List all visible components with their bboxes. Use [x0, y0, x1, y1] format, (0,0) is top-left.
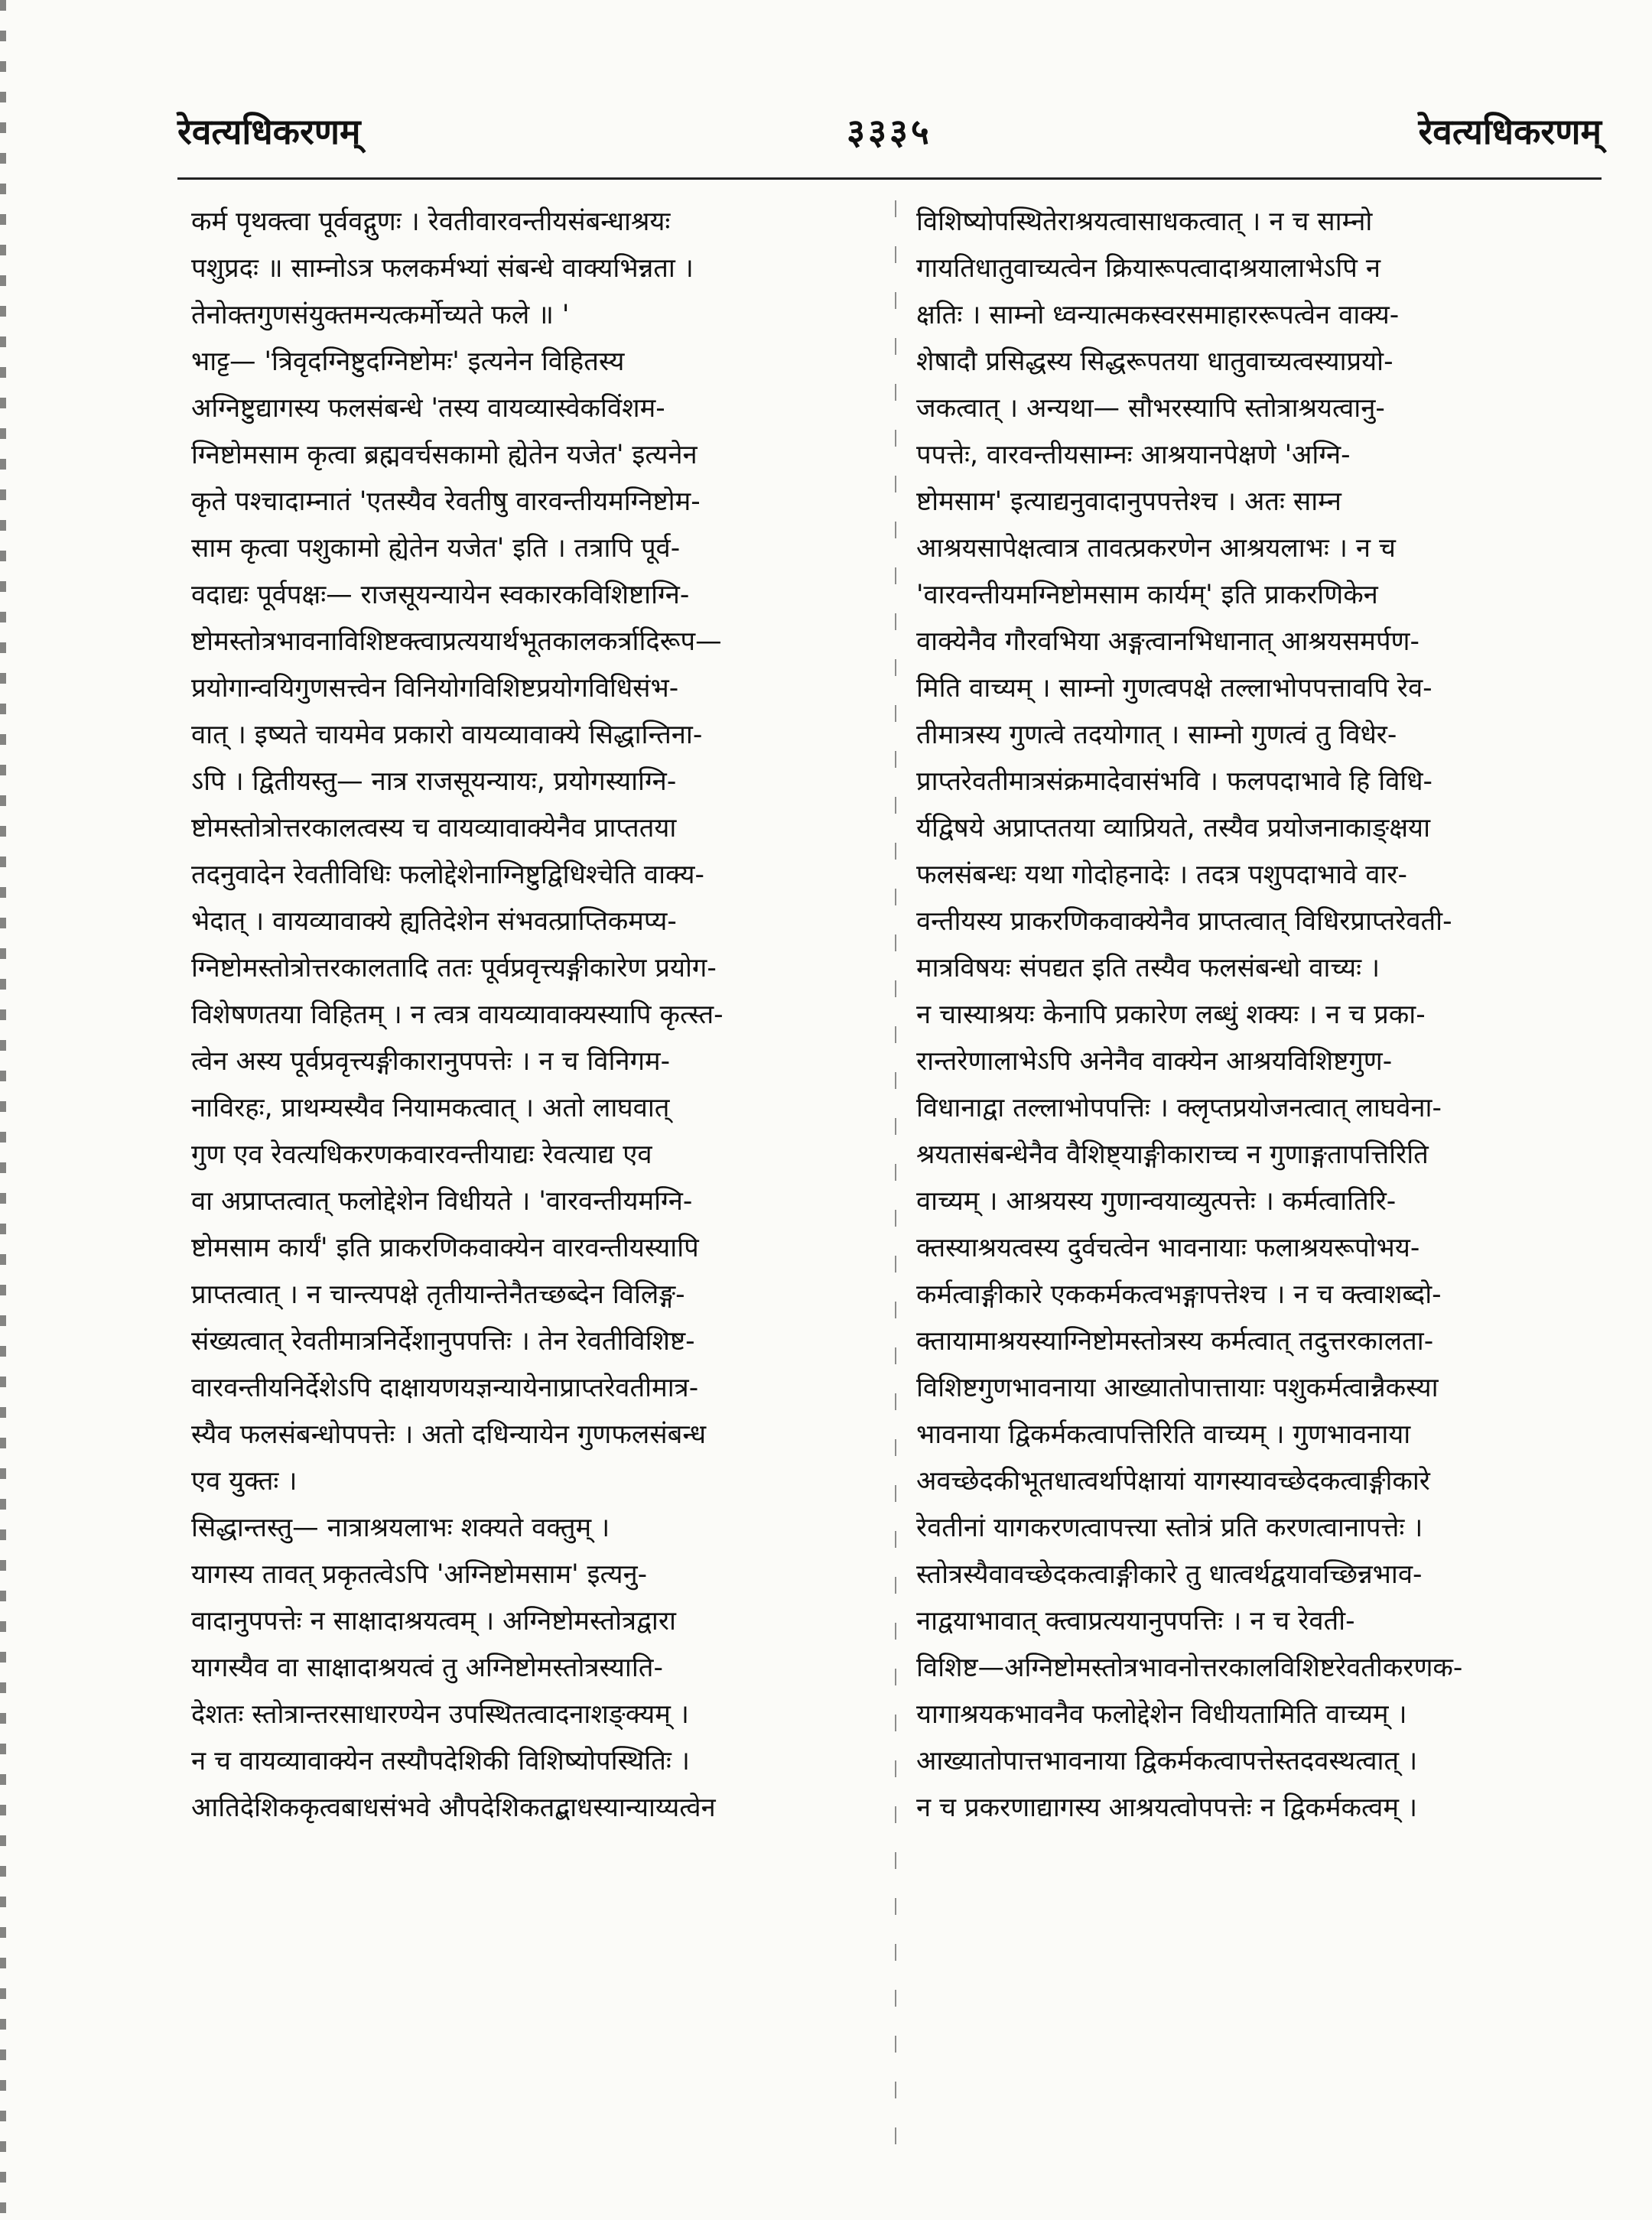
left-column — [191, 199, 872, 1832]
text-line: मिति वाच्यम् । साम्नो गुणत्वपक्षे तल्लाभोपपत्तावपि रेव- — [916, 673, 1432, 704]
text-line: क्तायामाश्रयस्याग्निष्टोमस्तोत्रस्य कर्मत्वात् तदुत्तरकालता- — [916, 1326, 1434, 1357]
text-line: रान्तरेणालाभेऽपि अनेनैव वाक्येन आश्रयविशिष्टगुण- — [916, 1046, 1393, 1077]
text-line: कृते पश्चादाम्नातं 'एतस्यैव रेवतीषु वारवन्तीयमग्निष्टोम- — [191, 486, 701, 517]
text-line: वाक्येनैव गौरवभिया अङ्गत्वानभिधानात् आश्रयसमर्पण- — [916, 626, 1419, 657]
text-line: मात्रविषयः संपद्यत इति तस्यैव फलसंबन्धो वाच्यः । — [916, 953, 1380, 983]
text-line: वात् । इष्यते चायमेव प्रकारो वायव्यावाक्ये सिद्धान्तिना- — [191, 720, 703, 750]
text-line: ष्टोमसाम कार्यं' इति प्राकरणिकवाक्येन वारवन्तीयस्यापि — [191, 1233, 699, 1263]
text-line: तेनोक्तगुणसंयुक्तमन्यत्कर्मोच्यते फले ॥ ' — [191, 300, 570, 330]
text-line: देशतः स्तोत्रान्तरसाधारण्येन उपस्थितत्वादनाशङ्क्यम् । — [191, 1699, 689, 1730]
text-line: रेवतीनां यागकरणत्वापत्त्या स्तोत्रं प्रति करणत्वानापत्तेः । — [916, 1513, 1423, 1543]
text-line: त्वेन अस्य पूर्वप्रवृत्त्यङ्गीकारानुपपत्तेः । न च विनिगम- — [191, 1046, 671, 1077]
text-line: गायतिधातुवाच्यत्वेन क्रियारूपत्वादाश्रयालाभेऽपि न — [916, 253, 1381, 284]
text-line: न च वायव्यावाक्येन तस्यौपदेशिकी विशिष्योपस्थितिः । — [191, 1746, 690, 1776]
text-line: वदाद्यः पूर्वपक्षः— राजसूयन्यायेन स्वकारकविशिष्टाग्नि- — [191, 580, 690, 610]
text-line: गुण एव रेवत्यधिकरणकवारवन्तीयाद्यः रेवत्याद्य एव — [191, 1139, 652, 1170]
text-line: र्यद्विषये अप्राप्ततया व्याप्रियते, तस्यैव प्रयोजनाकाङ्क्षया — [916, 813, 1431, 843]
text-line: शेषादौ प्रसिद्धस्य सिद्धरूपतया धातुवाच्यत्वस्याप्रयो- — [916, 346, 1393, 377]
text-line: साम कृत्वा पशुकामो ह्येतेन यजेत' इति । तत्रापि पूर्व- — [191, 533, 681, 564]
text-line: प्राप्तत्वात् । न चान्त्यपक्षे तृतीयान्तेनैतच्छब्देन विलिङ्ग- — [191, 1279, 685, 1310]
text-line: पशुप्रदः ॥ साम्नोऽत्र फलकर्मभ्यां संबन्धे वाक्यभिन्नता । — [191, 253, 694, 284]
text-line: न चास्याश्रयः केनापि प्रकारेण लब्धुं शक्यः । न च प्रका- — [916, 999, 1426, 1030]
text-line: वा अप्राप्तत्वात् फलोद्देशेन विधीयते । 'वारवन्तीयमग्नि- — [191, 1186, 693, 1217]
text-line: विशिष्टगुणभावनाया आख्यातोपात्तायाः पशुकर्मत्वान्नैकस्या — [916, 1373, 1439, 1403]
text-line: विशिष्योपस्थितेराश्रयत्वासाधकत्वात् । न च साम्नो — [916, 206, 1373, 237]
text-line: यागाश्रयकभावनैव फलोद्देशेन विधीयतामिति वाच्यम् । — [916, 1699, 1407, 1730]
text-line: विधानाद्वा तल्लाभोपपत्तिः । क्लृप्तप्रयोजनत्वात् लाघवेना- — [916, 1093, 1442, 1123]
text-line: अग्निष्टुद्यागस्य फलसंबन्धे 'तस्य वायव्यास्वेकविंशम- — [191, 393, 665, 424]
text-line: जकत्वात् । अन्यथा— सौभरस्यापि स्तोत्राश्रयत्वानु- — [916, 393, 1385, 424]
text-line: ष्टोमस्तोत्रभावनाविशिष्टक्त्वाप्रत्ययार्थभूतकालकर्त्रादिरूप— — [191, 626, 722, 657]
text-line: 'वारवन्तीयमग्निष्टोमसाम कार्यम्' इति प्राकरणिकेन — [916, 580, 1378, 610]
page-number: ३३३५ — [847, 111, 932, 152]
text-line: स्यैव फलसंबन्धोपपत्तेः । अतो दधिन्यायेन गुणफलसंबन्ध — [191, 1419, 707, 1450]
text-line: क्तस्याश्रयत्वस्य दुर्वचत्वेन भावनायाः फलाश्रयरूपोभय- — [916, 1233, 1420, 1263]
text-line: विशेषणतया विहितम् । न त्वत्र वायव्यावाक्यस्यापि कृत्स्त- — [191, 999, 724, 1030]
text-line: ष्टोमस्तोत्रोत्तरकालत्वस्य च वायव्यावाक्येनैव प्राप्ततया — [191, 813, 677, 843]
text-line: ग्निष्टोमस्तोत्रोत्तरकालतादि ततः पूर्वप्रवृत्त्यङ्गीकारेण प्रयोग- — [191, 953, 717, 983]
text-line: ऽपि । द्वितीयस्तु— नात्र राजसूयन्यायः, प्रयोगस्याग्नि- — [191, 766, 677, 797]
text-line: नाद्वयाभावात् क्त्वाप्रत्ययानुपपत्तिः । न च रेवती- — [916, 1606, 1355, 1637]
text-line: पपत्तेः, वारवन्तीयसाम्नः आश्रयानपेक्षणे 'अग्नि- — [916, 440, 1351, 470]
text-line: वाच्यम् । आश्रयस्य गुणान्वयाव्युत्पत्तेः । कर्मत्वातिरि- — [916, 1186, 1397, 1217]
text-line: अवच्छेदकीभूतधात्वर्थापेक्षायां यागस्यावच्छेदकत्वाङ्गीकारे — [916, 1466, 1430, 1497]
running-title-left: रेवत्यधिकरणम् — [177, 111, 361, 152]
text-line: प्राप्तरेवतीमात्रसंक्रमादेवासंभवि । फलपदाभावे हि विधि- — [916, 766, 1433, 797]
right-column — [916, 199, 1597, 1832]
text-line: यागस्य तावत् प्रकृतत्वेऽपि 'अग्निष्टोमसाम' इत्यनु- — [191, 1559, 648, 1590]
text-line: आख्यातोपात्तभावनाया द्विकर्मकत्वापत्तेस्तदवस्थत्वात् । — [916, 1746, 1418, 1776]
text-line: आतिदेशिककृत्वबाधसंभवे औपदेशिकतद्बाधस्यान्याय्यत्वेन — [191, 1793, 716, 1823]
text-line: वादानुपपत्तेः न साक्षादाश्रयत्वम् । अग्निष्टोमस्तोत्रद्वारा — [191, 1606, 676, 1637]
text-line: संख्यत्वात् रेवतीमात्रनिर्देशानुपपत्तिः । तेन रेवतीविशिष्ट- — [191, 1326, 695, 1357]
header-rule — [177, 177, 1602, 180]
running-title-right: रेवत्यधिकरणम् — [1418, 111, 1602, 152]
page-edge-marks — [0, 0, 6, 2220]
text-line: श्रयतासंबन्धेनैव वैशिष्ट्याङ्गीकाराच्च न गुणाङ्गतापत्तिरिति — [916, 1139, 1429, 1170]
text-line: ष्टोमसाम' इत्याद्यनुवादानुपपत्तेश्च । अतः साम्न — [916, 486, 1341, 517]
text-line: स्तोत्रस्यैवावच्छेदकत्वाङ्गीकारे तु धात्वर्थद्वयावच्छिन्नभाव- — [916, 1559, 1423, 1590]
text-line: विशिष्ट—अग्निष्टोमस्तोत्रभावनोत्तरकालविशिष्टरेवतीकरणक- — [916, 1653, 1463, 1683]
text-line: फलसंबन्धः यथा गोदोहनादेः । तदत्र पशुपदाभावे वार- — [916, 860, 1407, 890]
text-line: कर्मत्वाङ्गीकारे एककर्मकत्वभङ्गापत्तेश्च । न च क्त्वाशब्दो- — [916, 1279, 1442, 1310]
text-line: प्रयोगान्वयिगुणसत्त्वेन विनियोगविशिष्टप्रयोगविधिसंभ- — [191, 673, 679, 704]
text-line: यागस्यैव वा साक्षादाश्रयत्वं तु अग्निष्टोमस्तोत्रस्याति- — [191, 1653, 663, 1683]
text-line: भावनाया द्विकर्मकत्वापत्तिरिति वाच्यम् । गुणभावनाया — [916, 1419, 1411, 1450]
text-line: नाविरहः, प्राथम्यस्यैव नियामकत्वात् । अतो लाघवात् — [191, 1093, 670, 1123]
text-line: एव युक्तः । — [191, 1466, 298, 1497]
text-line: भाट्ट— 'त्रिवृदग्निष्टुदग्निष्टोमः' इत्यनेन विहितस्य — [191, 346, 625, 377]
text-line: क्षतिः । साम्नो ध्वन्यात्मकस्वरसमाहाररूपत्वेन वाक्य- — [916, 300, 1400, 330]
text-line: वन्तीयस्य प्राकरणिकवाक्येनैव प्राप्तत्वात् विधिरप्राप्तरेवती- — [916, 906, 1452, 937]
text-line: सिद्धान्तस्तु— नात्राश्रयलाभः शक्यते वक्तुम् । — [191, 1513, 610, 1543]
text-line: ग्निष्टोमसाम कृत्वा ब्रह्मवर्चसकामो ह्येतेन यजेत' इत्यनेन — [191, 440, 698, 470]
text-line: आश्रयसापेक्षत्वात्र तावत्प्रकरणेन आश्रयलाभः । न च — [916, 533, 1396, 564]
page-header — [177, 107, 1602, 176]
text-line: न च प्रकरणाद्यागस्य आश्रयत्वोपपत्तेः न द्विकर्मकत्वम् । — [916, 1793, 1418, 1823]
column-divider — [895, 200, 896, 2173]
text-line: वारवन्तीयनिर्देशेऽपि दाक्षायणयज्ञन्यायेनाप्राप्तरेवतीमात्र- — [191, 1373, 699, 1403]
text-line: कर्म पृथक्त्वा पूर्ववद्गुणः । रेवतीवारवन्तीयसंबन्धाश्रयः — [191, 206, 671, 237]
text-line: तदनुवादेन रेवतीविधिः फलोद्देशेनाग्निष्टुद्विधिश्चेति वाक्य- — [191, 860, 704, 890]
text-line: भेदात् । वायव्यावाक्ये ह्यतिदेशेन संभवत्प्राप्तिकमप्य- — [191, 906, 677, 937]
text-line: तीमात्रस्य गुणत्वे तदयोगात् । साम्नो गुणत्वं तु विधेर- — [916, 720, 1397, 750]
